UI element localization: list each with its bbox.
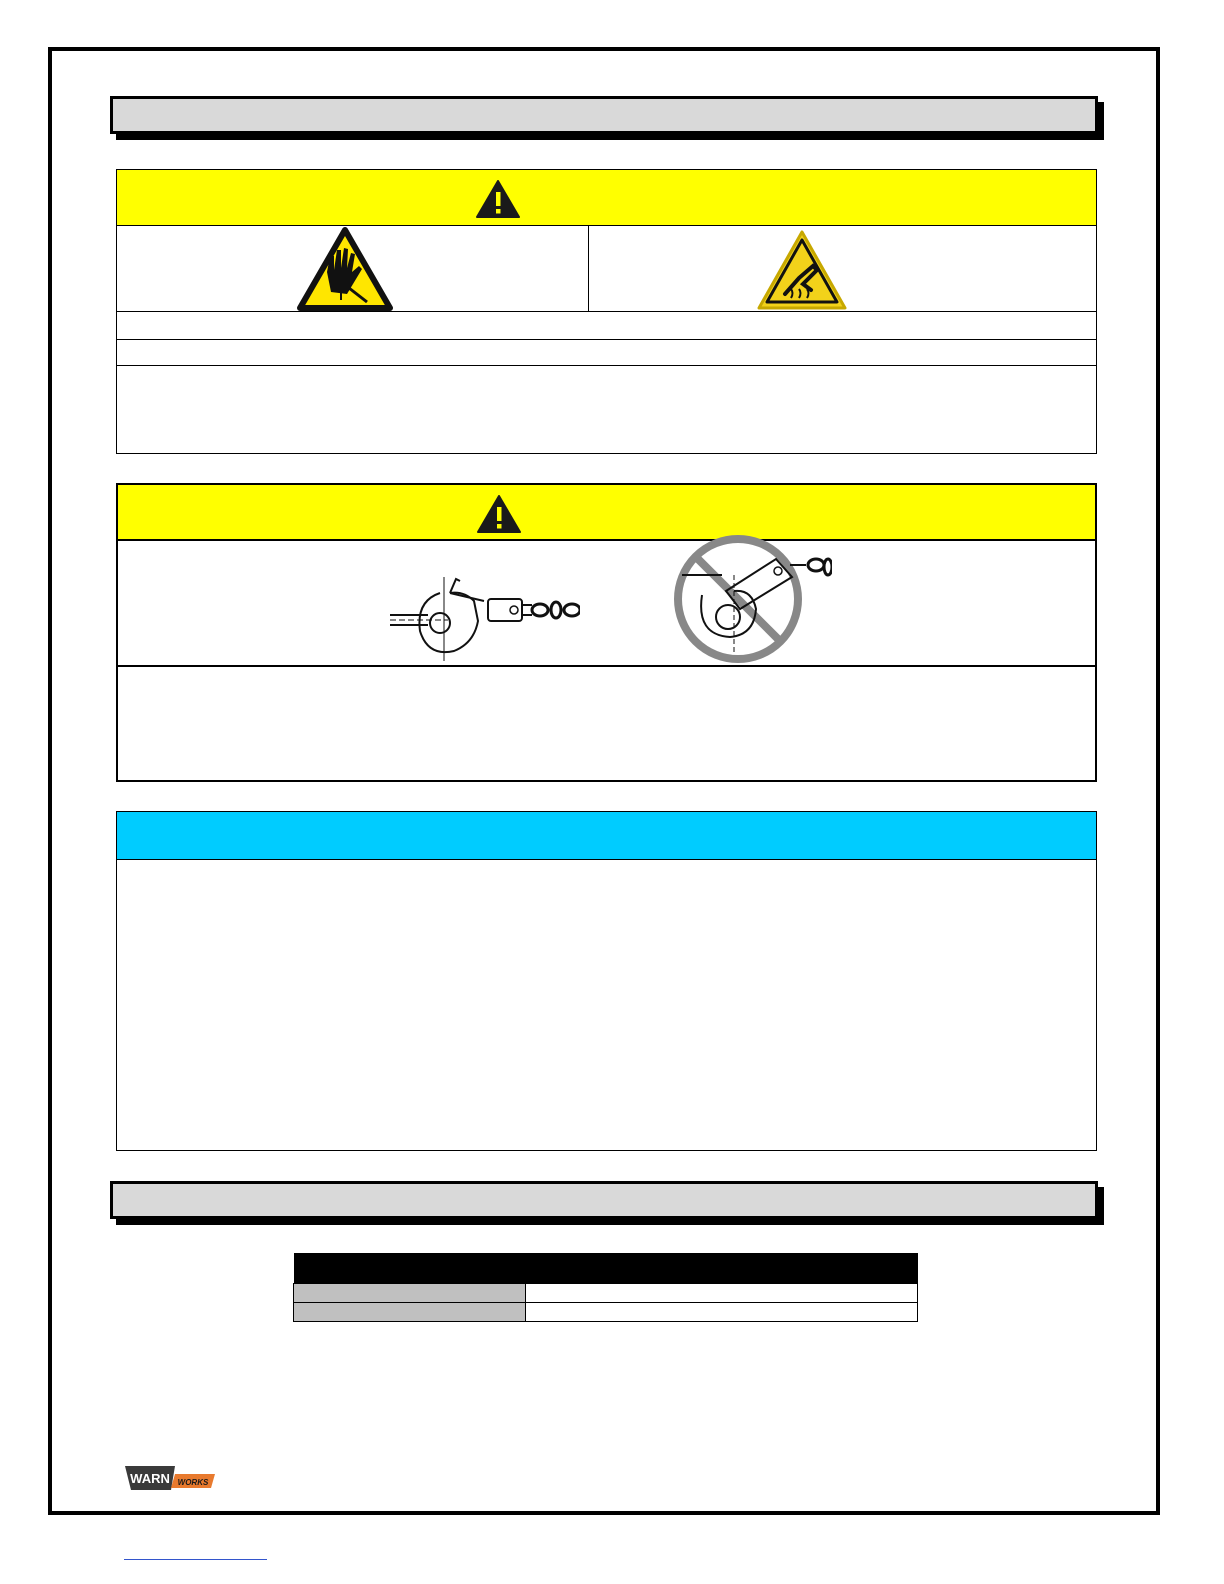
hot-surface-burn-icon (755, 228, 849, 312)
warning-triangle-icon (476, 494, 522, 534)
section-title-top (113, 99, 1095, 115)
warning1-text-3 (117, 366, 1096, 374)
spec-label (294, 1284, 526, 1303)
warning1-text-row-1 (117, 312, 1096, 340)
warning-header (118, 485, 1095, 541)
warning-box-hazards (116, 169, 1097, 454)
warning2-text-row (118, 667, 1095, 779)
spec-value (526, 1284, 918, 1303)
section-header-bar-bottom (110, 1181, 1098, 1219)
hazard-cell-burn (589, 226, 1096, 311)
section-header-bar-top (110, 96, 1098, 134)
table-row (294, 1303, 918, 1322)
hazard-icons-row (117, 226, 1096, 312)
notice-header (117, 812, 1096, 860)
spec-table-header-left (294, 1253, 526, 1284)
warn-works-logo (125, 1464, 217, 1494)
warning-box-hook (116, 483, 1097, 782)
spec-table-header-row (294, 1253, 918, 1284)
spec-table (293, 1253, 918, 1322)
warning2-text (118, 667, 1095, 675)
warning1-text-2 (117, 340, 1096, 348)
warning-header (117, 170, 1096, 226)
hook-latch-correct-icon (388, 571, 580, 663)
warning1-text-1 (117, 312, 1096, 320)
logo-subtext: WORKS (177, 1478, 209, 1487)
warning-triangle-icon (475, 179, 521, 219)
notice-text (117, 860, 1096, 868)
notice-box (116, 811, 1097, 1151)
table-row (294, 1284, 918, 1303)
hand-laceration-icon (297, 226, 393, 312)
spec-table-header-right (526, 1253, 918, 1284)
warning1-text-row-2 (117, 340, 1096, 366)
hazard-cell-laceration (117, 226, 589, 311)
notice-text-row (117, 860, 1096, 1150)
footer-link-underline[interactable] (124, 1559, 267, 1560)
spec-label (294, 1303, 526, 1322)
hook-illustration-row (118, 541, 1095, 667)
section-title-bottom (113, 1184, 1095, 1200)
spec-value (526, 1303, 918, 1322)
hook-latch-incorrect-prohibited-icon (666, 535, 832, 663)
warning1-text-row-3 (117, 366, 1096, 452)
logo-text: WARN (130, 1471, 170, 1486)
